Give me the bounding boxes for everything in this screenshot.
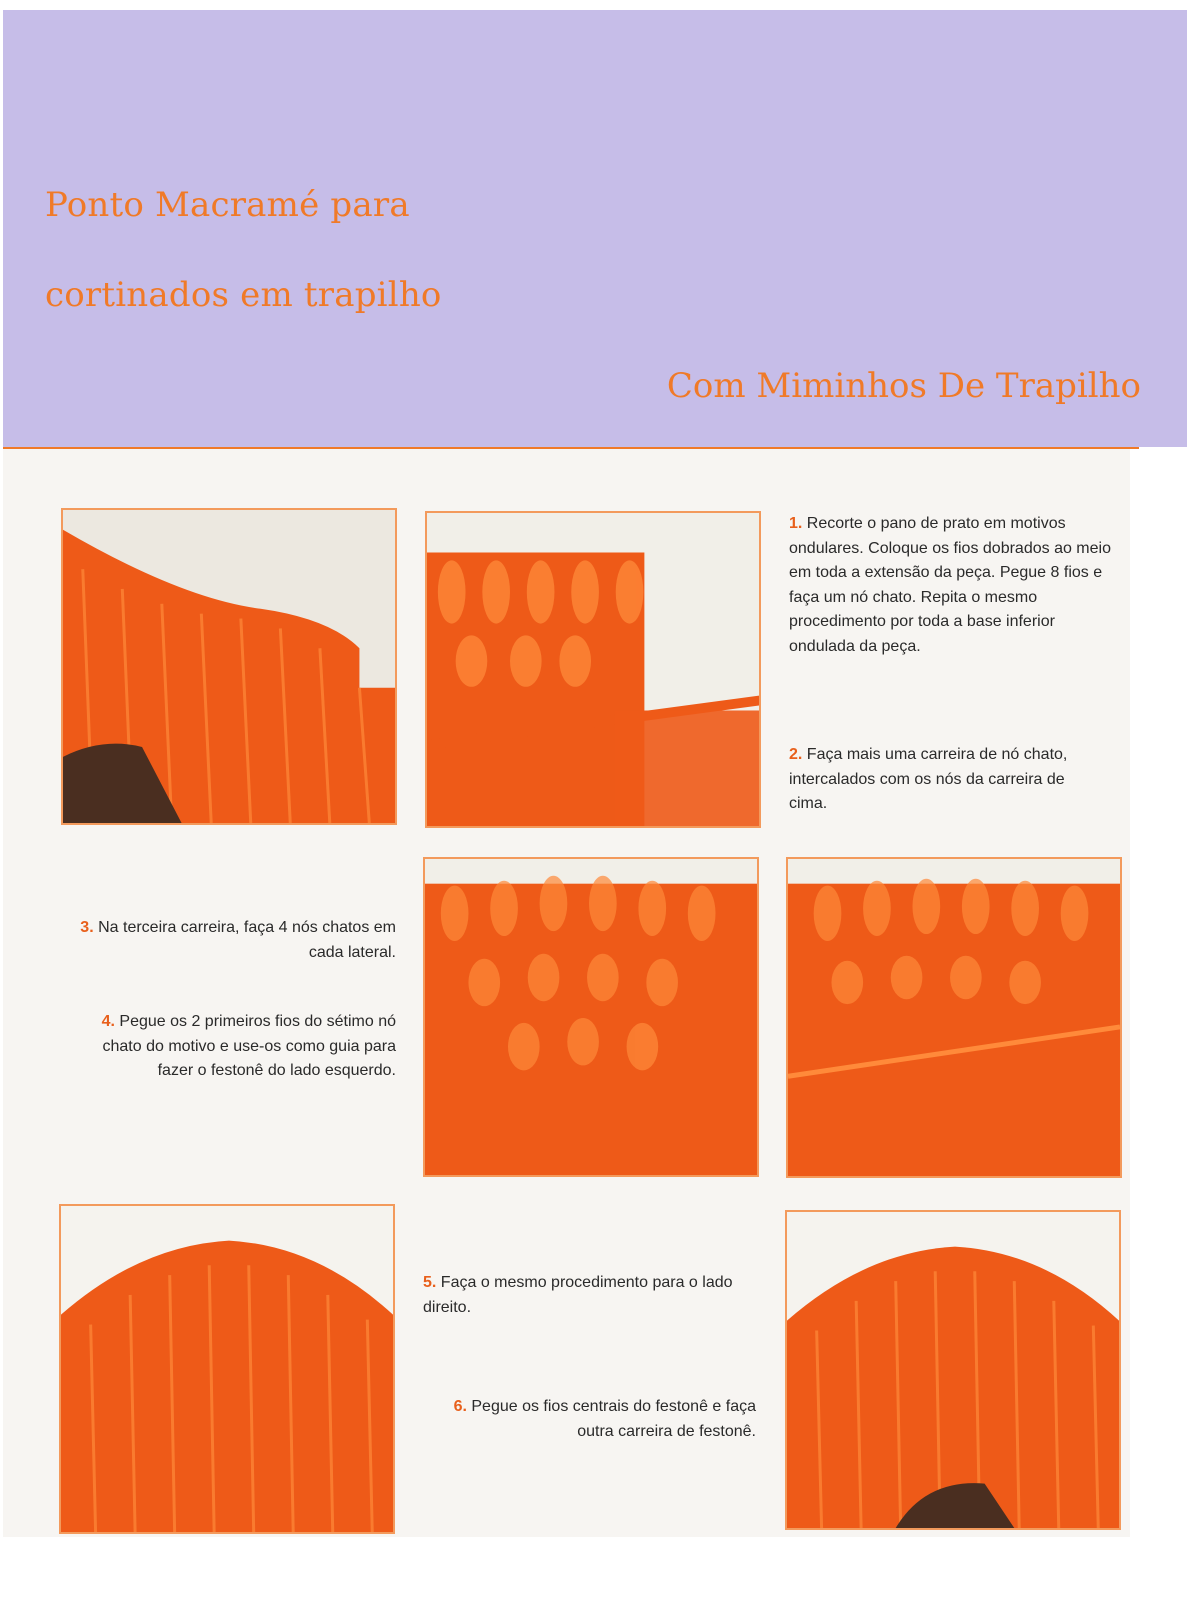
author-credit: Com Miminhos De Trapilho [666, 366, 1141, 406]
step-5-text [423, 1271, 743, 1320]
step-1-number: 1. [789, 515, 803, 532]
step-4-number: 4. [101, 1013, 115, 1030]
photo-step-2 [425, 511, 761, 828]
step-3-number: 3. [80, 919, 94, 936]
step-3-body: Na terceira carreira, faça 4 nós chatos em cada lateral. [98, 919, 396, 961]
page-bottom-margin [0, 1537, 1197, 1600]
photo-step-5 [59, 1204, 395, 1534]
step-1-body: Recorte o pano de prato em motivos ondulares. Coloque os fios dobrados ao meio em toda a extensão da peça. Pegue 8 fios e faça um nó chato. Repita o mesmo procedimento por toda a base inferior ondulada da peça. [789, 515, 1111, 655]
step-6-text [440, 1395, 756, 1444]
step-4-body: Pegue os 2 primeiros fios do sétimo nó chato do motivo e use-os como guia para fazer o festonê do lado esquerdo. [102, 1013, 396, 1079]
step-6-number: 6. [453, 1398, 467, 1415]
step-5-body: Faça o mesmo procedimento para o lado direito. [423, 1274, 733, 1316]
step-1-text [789, 512, 1119, 659]
page-title-line-2: cortinados em trapilho [45, 275, 442, 315]
step-3-text [66, 916, 396, 965]
step-2-body: Faça mais uma carreira de nó chato, intercalados com os nós da carreira de cima. [789, 746, 1068, 812]
photo-step-1 [61, 508, 397, 825]
photo-step-4 [786, 857, 1122, 1178]
step-6-body: Pegue os fios centrais do festonê e faça outra carreira de festonê. [471, 1398, 756, 1440]
step-4-text [66, 1010, 396, 1084]
page-title-line-1: Ponto Macramé para [45, 185, 410, 225]
step-2-number: 2. [789, 746, 803, 763]
photo-step-3 [423, 857, 759, 1177]
step-2-text [789, 743, 1074, 817]
photo-step-6 [785, 1210, 1121, 1530]
step-5-number: 5. [423, 1274, 437, 1291]
